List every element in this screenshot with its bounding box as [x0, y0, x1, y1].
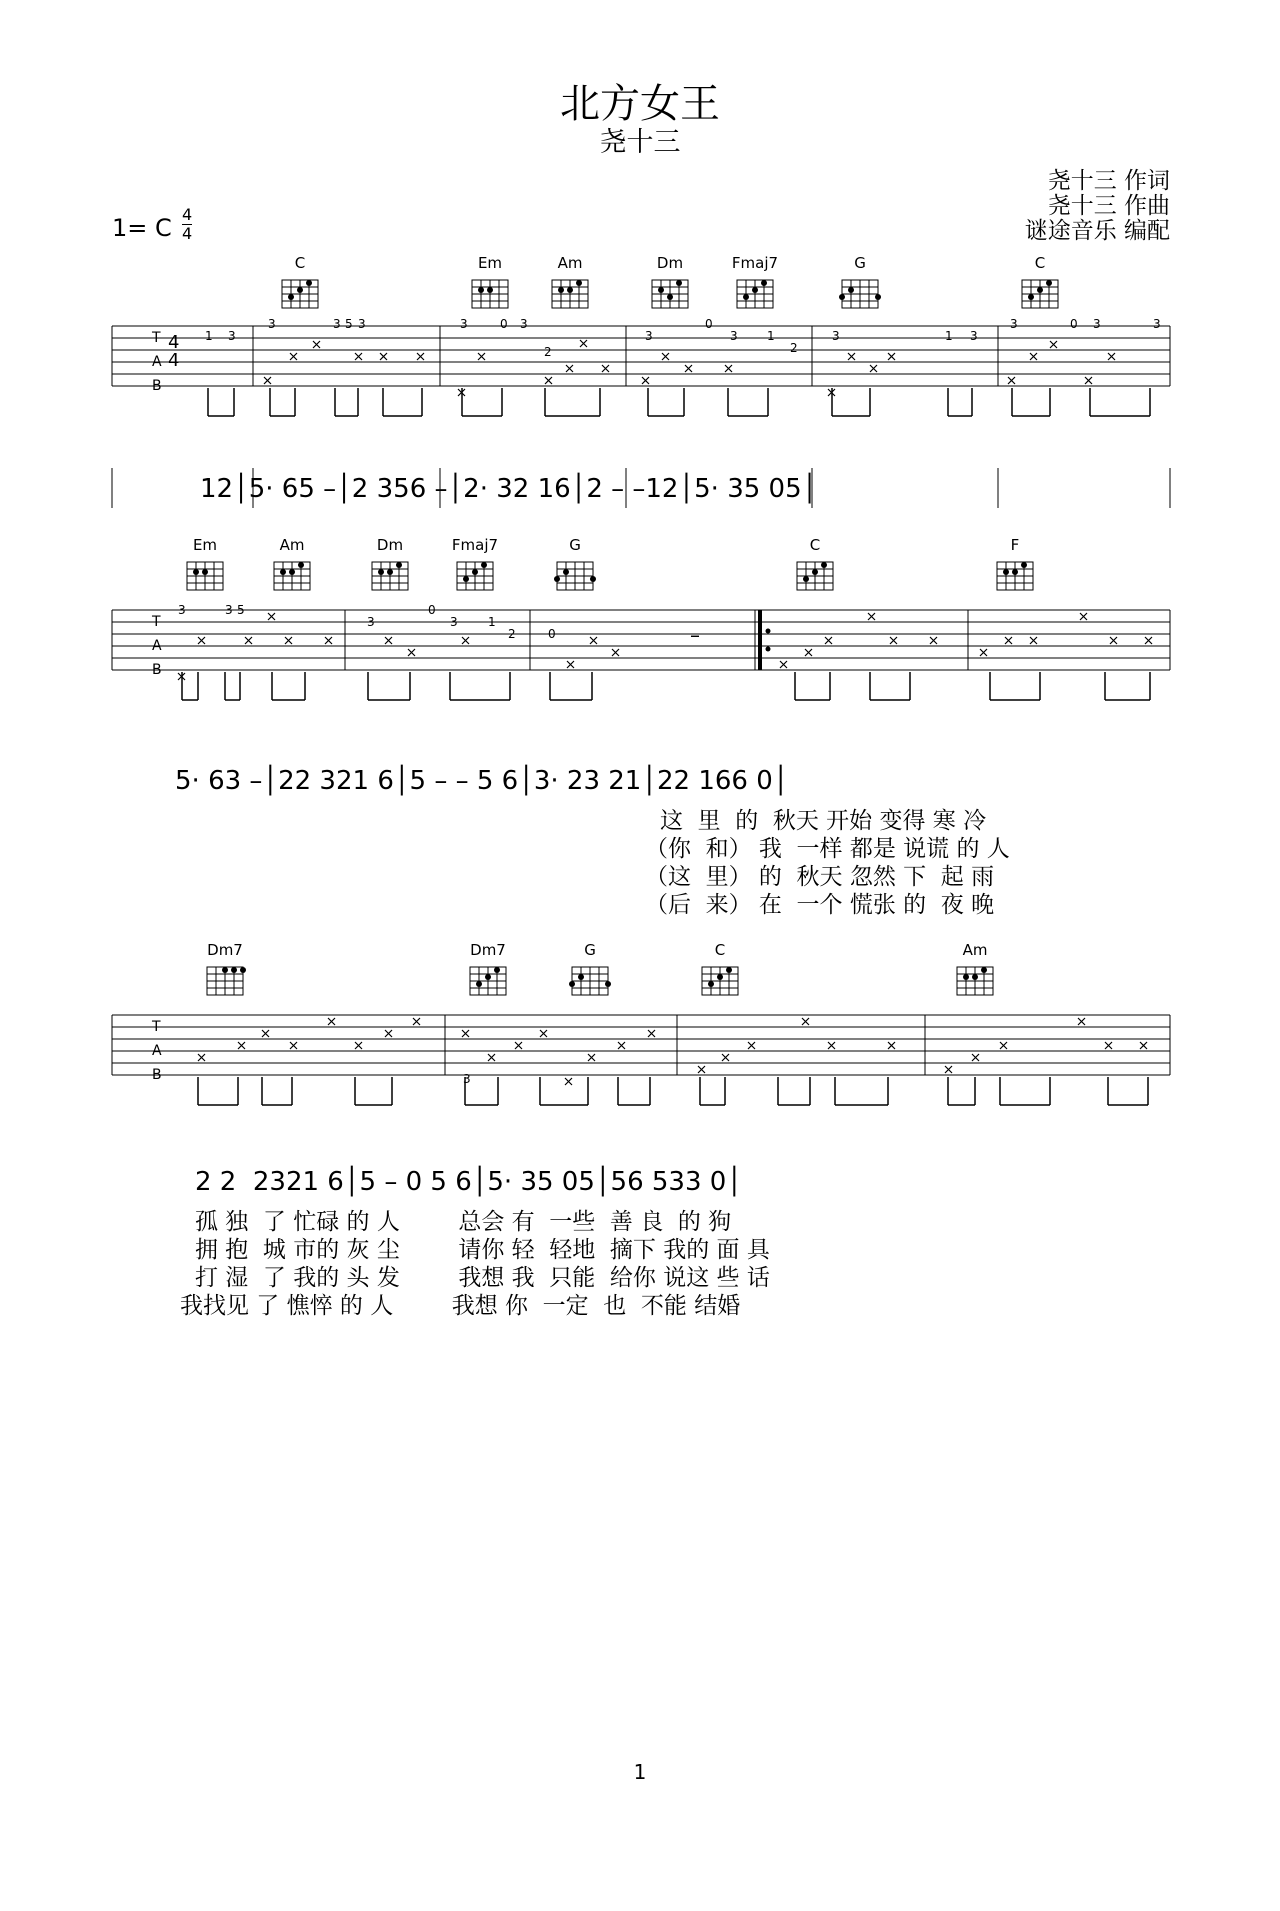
- chord-name: Am: [962, 941, 988, 959]
- chord-name: C: [809, 536, 821, 554]
- svg-text:B: B: [152, 378, 162, 394]
- chord-name: C: [1034, 254, 1046, 272]
- chord-grids-3: [0, 959, 1280, 999]
- lyric-line-verse-1: 这 里 的 秋天 开始 变得 寒 冷: [660, 808, 987, 834]
- svg-text:1: 1: [205, 329, 213, 343]
- song-title: 北方女王: [560, 81, 720, 127]
- svg-text:1: 1: [945, 329, 953, 343]
- chord-name: Dm: [376, 536, 404, 554]
- chord-name: F: [1010, 536, 1020, 554]
- chord-name: Dm7: [207, 941, 243, 959]
- chord-grids-2: [0, 554, 1280, 594]
- lyric-line-verse-3: 打 湿 了 我的 头 发 我想 我 只能 给你 说这 些 话: [195, 1265, 770, 1291]
- svg-text:4: 4: [168, 332, 180, 353]
- lyric-line-verse-2: 拥 抱 城 市的 灰 尘 请你 轻 轻地 摘下 我的 面 具: [195, 1237, 770, 1263]
- chord-name: Fmaj7: [731, 254, 779, 272]
- svg-text:2: 2: [544, 345, 552, 359]
- svg-text:3: 3: [520, 317, 528, 331]
- chord-name: G: [854, 254, 866, 272]
- svg-text:B: B: [152, 662, 162, 678]
- system-2: [0, 530, 1280, 930]
- artist-name: 尧十三: [599, 127, 681, 158]
- svg-text:5: 5: [237, 603, 245, 617]
- svg-text:3: 3: [228, 329, 236, 343]
- lyric-line-verse-2: （你 和） 我 一样 都是 说谎 的 人: [645, 836, 1010, 862]
- svg-text:A: A: [152, 638, 162, 654]
- system-1: [0, 248, 1280, 538]
- svg-text:3: 3: [1093, 317, 1101, 331]
- svg-text:4: 4: [168, 350, 180, 371]
- jianpu-line-1: 12│5· 65 –│2 356 –│2· 32 16│2 – –12│5· 35 05│: [200, 474, 818, 504]
- svg-text:3: 3: [358, 317, 366, 331]
- svg-text:0: 0: [428, 603, 436, 617]
- system-3: [0, 935, 1280, 1355]
- chord-name: Dm: [656, 254, 684, 272]
- svg-text:2: 2: [790, 341, 798, 355]
- svg-text:T: T: [152, 330, 161, 346]
- svg-text:3: 3: [730, 329, 738, 343]
- svg-text:5: 5: [345, 317, 353, 331]
- chord-diagrams-1: [0, 254, 1280, 324]
- arranger-credit: 谜途音乐 编配: [1024, 218, 1170, 244]
- svg-text:3: 3: [1010, 317, 1018, 331]
- svg-text:3: 3: [450, 615, 458, 629]
- svg-text:3: 3: [333, 317, 341, 331]
- svg-text:3: 3: [463, 1072, 471, 1086]
- svg-text:3: 3: [460, 317, 468, 331]
- key-signature: 1= C: [112, 214, 172, 242]
- svg-text:–: –: [690, 623, 700, 647]
- svg-text:T: T: [152, 614, 161, 630]
- chord-name: G: [584, 941, 596, 959]
- svg-text:T: T: [152, 1019, 161, 1035]
- svg-text:2: 2: [508, 627, 516, 641]
- lyric-line-verse-4: 我找见 了 憔悴 的 人 我想 你 一定 也 不能 结婚: [180, 1293, 741, 1319]
- svg-text:0: 0: [500, 317, 508, 331]
- chord-name: C: [714, 941, 726, 959]
- jianpu-line-3: 2 2 2321 6│5 – 0 5 6│5· 35 05│56 533 0│: [195, 1167, 742, 1197]
- chord-name: Am: [279, 536, 305, 554]
- svg-text:0: 0: [1070, 317, 1078, 331]
- chord-name: Dm7: [470, 941, 506, 959]
- chord-name: Em: [477, 254, 503, 272]
- chord-name: C: [294, 254, 306, 272]
- time-signature: 4 4: [182, 205, 193, 243]
- page-number: 1: [633, 1760, 647, 1784]
- svg-text:1: 1: [767, 329, 775, 343]
- chord-name: Fmaj7: [451, 536, 499, 554]
- lyric-line-verse-3: （这 里） 的 秋天 忽然 下 起 雨: [645, 864, 995, 890]
- svg-text:3: 3: [1153, 317, 1161, 331]
- chord-name: Am: [557, 254, 583, 272]
- chord-grids-1: [0, 272, 1280, 312]
- svg-text:A: A: [152, 354, 162, 370]
- jianpu-line-2: 5· 63 –│22 321 6│5 – – 5 6│3· 23 21│22 166 0│: [175, 766, 789, 796]
- chord-diagrams-2: [0, 536, 1280, 606]
- svg-text:3: 3: [970, 329, 978, 343]
- lyric-line-verse-1: 孤 独 了 忙碌 的 人 总会 有 一些 善 良 的 狗: [195, 1209, 732, 1235]
- lyric-line-verse-4: （后 来） 在 一个 慌张 的 夜 晚: [645, 892, 995, 918]
- lyricist-credit: 尧十三 作词: [1047, 168, 1170, 194]
- svg-text:1: 1: [488, 615, 496, 629]
- svg-text:3: 3: [645, 329, 653, 343]
- chord-diagrams-3: [0, 941, 1280, 1011]
- svg-text:B: B: [152, 1067, 162, 1083]
- svg-text:3: 3: [178, 603, 186, 617]
- svg-text:0: 0: [548, 627, 556, 641]
- composer-credit: 尧十三 作曲: [1047, 193, 1170, 219]
- svg-text:3: 3: [367, 615, 375, 629]
- chord-name: Em: [192, 536, 218, 554]
- chord-name: G: [569, 536, 581, 554]
- svg-text:0: 0: [705, 317, 713, 331]
- svg-text:3: 3: [225, 603, 233, 617]
- svg-text:3: 3: [832, 329, 840, 343]
- svg-text:3: 3: [268, 317, 276, 331]
- svg-text:A: A: [152, 1043, 162, 1059]
